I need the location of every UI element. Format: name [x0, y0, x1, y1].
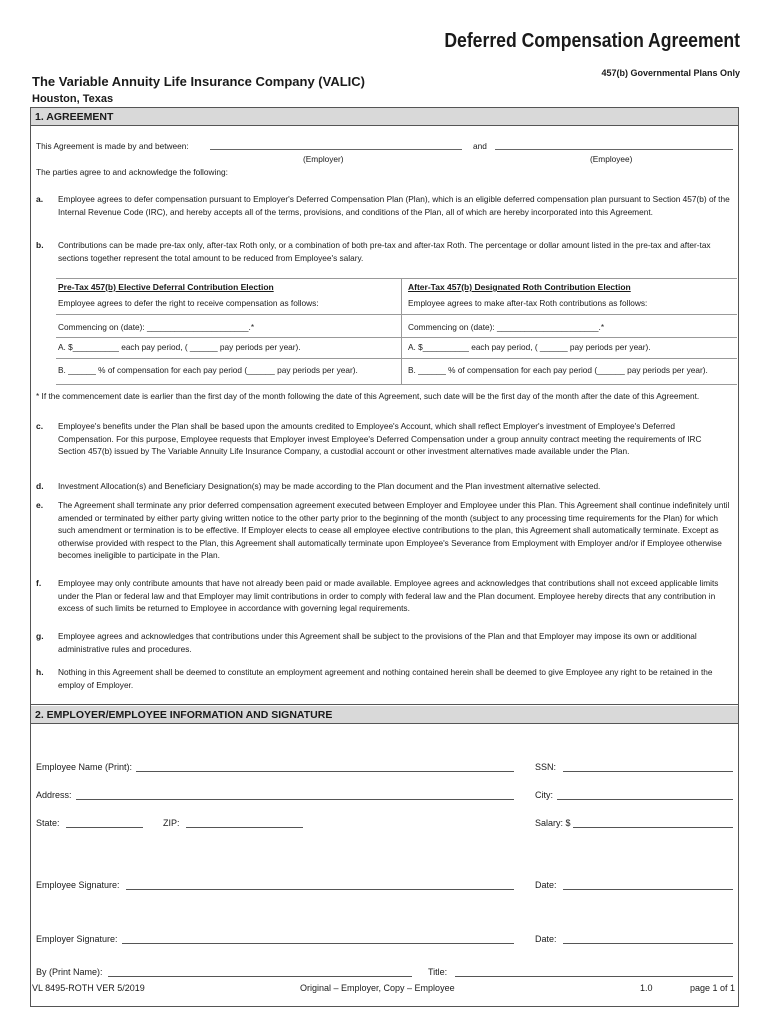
employee-name-label: Employee Name (Print): — [36, 762, 133, 772]
employee-date-label: Date: — [535, 880, 557, 890]
agreement-made-between: This Agreement is made by and between: — [36, 141, 189, 151]
pretax-heading: Pre-Tax 457(b) Elective Deferral Contribution Election — [58, 282, 274, 292]
clause-b-label: b. — [36, 240, 44, 250]
pretax-row-rule-1 — [56, 314, 401, 315]
city-field[interactable] — [557, 799, 733, 800]
clause-c-text: Employee's benefits under the Plan shall be based upon the amounts credited to Employee's Account, which shall reflect Employer's investment of Employee's Deferred Compensation. For this purpose, Employee requests that Employer invest Employee's Deferred Compensation under a group annuity contract meeting the requirements of IRC Section 457(b) issued by The Variable Annuity Life Insurance Company, a custodial account or other investment alternatives made available under the Plan. — [58, 421, 702, 456]
title-field[interactable] — [455, 976, 733, 977]
election-table-top-rule — [56, 278, 737, 279]
company-location: Houston, Texas — [32, 93, 114, 105]
commencement-footnote: * If the commencement date is earlier than the first day of the month following the date of this Agreement, such date will be the first day of the month after the date of this Agreement. — [36, 391, 700, 401]
ssn-field[interactable] — [563, 771, 733, 772]
clause-a-label: a. — [36, 194, 44, 204]
roth-agree-text: Employee agrees to make after-tax Roth contributions as follows: — [408, 298, 648, 308]
copy-distribution: Original – Employer, Copy – Employee — [300, 983, 455, 993]
clause-d-text: Investment Allocation(s) and Beneficiary Designation(s) may be made according to the Plan document and the Plan investment alternative selected. — [58, 481, 601, 491]
clause-h-label: h. — [36, 667, 44, 677]
clause-f-text: Employee may only contribute amounts that have not already been paid or made available. Employee agrees and acknowledges that contributions shall not exceed applicable limits under the Plan or federal law and that Employer may limit contributions in order to comply with federal law and the Plan document. Employee hereby directs that any contribution in excess of such limits be returned to Employee in accordance with governing legal requirements. — [58, 578, 719, 613]
employer-caption: (Employer) — [303, 154, 344, 164]
roth-commencing-date-field[interactable]: Commencing on (date): ______________________.* — [408, 322, 605, 332]
roth-option-b-field[interactable]: B. ______ % of compensation for each pay period (______ pay periods per year). — [408, 365, 708, 375]
city-label: City: — [535, 790, 553, 800]
employer-date-label: Date: — [535, 934, 557, 944]
salary-field[interactable] — [573, 827, 733, 828]
clause-f-label: f. — [36, 578, 42, 588]
clause-c-label: c. — [36, 421, 44, 431]
clause-b-text: Contributions can be made pre-tax only, after-tax Roth only, or a combination of both pre-tax and after-tax Roth. The percentage or dollar amount listed in the pre-tax and after-tax sections together represent the total amount to be reduced from Employee's salary. — [58, 240, 711, 263]
roth-row-rule-1 — [402, 314, 737, 315]
title-label: Title: — [428, 967, 448, 977]
salary-label: Salary: $ — [535, 818, 571, 828]
and-label: and — [473, 141, 487, 151]
clause-g-text: Employee agrees and acknowledges that contributions under this Agreement shall be subject to the provisions of the Plan and that Employer may impose its own or additional administrative rules and procedures. — [58, 631, 697, 654]
document-title: Deferred Compensation Agreement — [444, 30, 740, 52]
election-table-divider — [401, 278, 402, 384]
parties-agree-text: The parties agree to and acknowledge the following: — [36, 167, 228, 177]
employee-name-field[interactable] — [136, 771, 514, 772]
roth-row-rule-2 — [402, 337, 737, 338]
address-label: Address: — [36, 790, 72, 800]
clause-e-text: The Agreement shall terminate any prior deferred compensation agreement executed between Employer and Employee under this Plan. This Agreement shall continue indefinitely until amended or terminated by either party giving written notice to the other party prior to the beginning of the month (subject to any processing time requirements for the Plan) for which such amendment or termination is to be effective. If Employer elects to cease all employee elective contributions to the plan, this Agreement shall automatically terminate. Except as otherwise provided with respect to the Plan, this Agreement shall automatically terminate upon Employee's Severance from Employment with Employer and/or if Employee otherwise becomes ineligible to participate in the Plan. — [58, 500, 730, 560]
company-name: The Variable Annuity Life Insurance Company (VALIC) — [32, 74, 365, 89]
state-label: State: — [36, 818, 60, 828]
election-table-bottom-rule — [56, 384, 737, 385]
clause-e-label: e. — [36, 500, 44, 510]
employer-signature-field[interactable] — [122, 943, 514, 944]
employee-caption: (Employee) — [590, 154, 633, 164]
employee-signature-label: Employee Signature: — [36, 880, 120, 890]
clause-g-label: g. — [36, 631, 44, 641]
address-field[interactable] — [76, 799, 514, 800]
section-2-heading: 2. EMPLOYER/EMPLOYEE INFORMATION AND SIGNATURE — [31, 706, 738, 724]
zip-field[interactable] — [186, 827, 303, 828]
pretax-commencing-date-field[interactable]: Commencing on (date): ______________________.* — [58, 322, 255, 332]
clause-a-text: Employee agrees to defer compensation pursuant to Employer's Deferred Compensation Plan (Plan), which is an eligible deferred compensation plan pursuant to Section 457(b) of the Internal Revenue Code (IRC), and hereby accepts all of the terms, provisions, and conditions of the Plan, all of which are hereby incorporated into this Agreement. — [58, 194, 730, 217]
pretax-option-a-field[interactable]: A. $__________ each pay period, ( ______ pay periods per year). — [58, 342, 301, 352]
ssn-label: SSN: — [535, 762, 557, 772]
by-print-name-field[interactable] — [108, 976, 412, 977]
employee-signature-field[interactable] — [126, 889, 514, 890]
page-number: page 1 of 1 — [690, 983, 736, 993]
employer-name-field[interactable] — [210, 149, 462, 150]
pretax-row-rule-2 — [56, 337, 401, 338]
by-print-name-label: By (Print Name): — [36, 967, 103, 977]
section-1-heading: 1. AGREEMENT — [31, 108, 738, 126]
plan-type-note: 457(b) Governmental Plans Only — [601, 68, 740, 78]
state-field[interactable] — [66, 827, 143, 828]
clause-h-text: Nothing in this Agreement shall be deemed to constitute an employment agreement and nothing contained herein shall be deemed to give Employee any right to be retained in the employ of Employer. — [58, 667, 713, 690]
form-version: 1.0 — [640, 983, 653, 993]
form-id: VL 8495-ROTH VER 5/2019 — [32, 983, 145, 993]
employee-name-top-field[interactable] — [495, 149, 733, 150]
employee-date-field[interactable] — [563, 889, 733, 890]
employer-date-field[interactable] — [563, 943, 733, 944]
section-2-top-rule — [31, 704, 738, 705]
roth-row-rule-3 — [402, 358, 737, 359]
pretax-row-rule-3 — [56, 358, 401, 359]
roth-option-a-field[interactable]: A. $__________ each pay period, ( ______ pay periods per year). — [408, 342, 651, 352]
roth-heading: After-Tax 457(b) Designated Roth Contribution Election — [408, 282, 631, 292]
zip-label: ZIP: — [163, 818, 180, 828]
pretax-option-b-field[interactable]: B. ______ % of compensation for each pay period (______ pay periods per year). — [58, 365, 358, 375]
employer-signature-label: Employer Signature: — [36, 934, 118, 944]
clause-d-label: d. — [36, 481, 44, 491]
pretax-agree-text: Employee agrees to defer the right to receive compensation as follows: — [58, 298, 319, 308]
